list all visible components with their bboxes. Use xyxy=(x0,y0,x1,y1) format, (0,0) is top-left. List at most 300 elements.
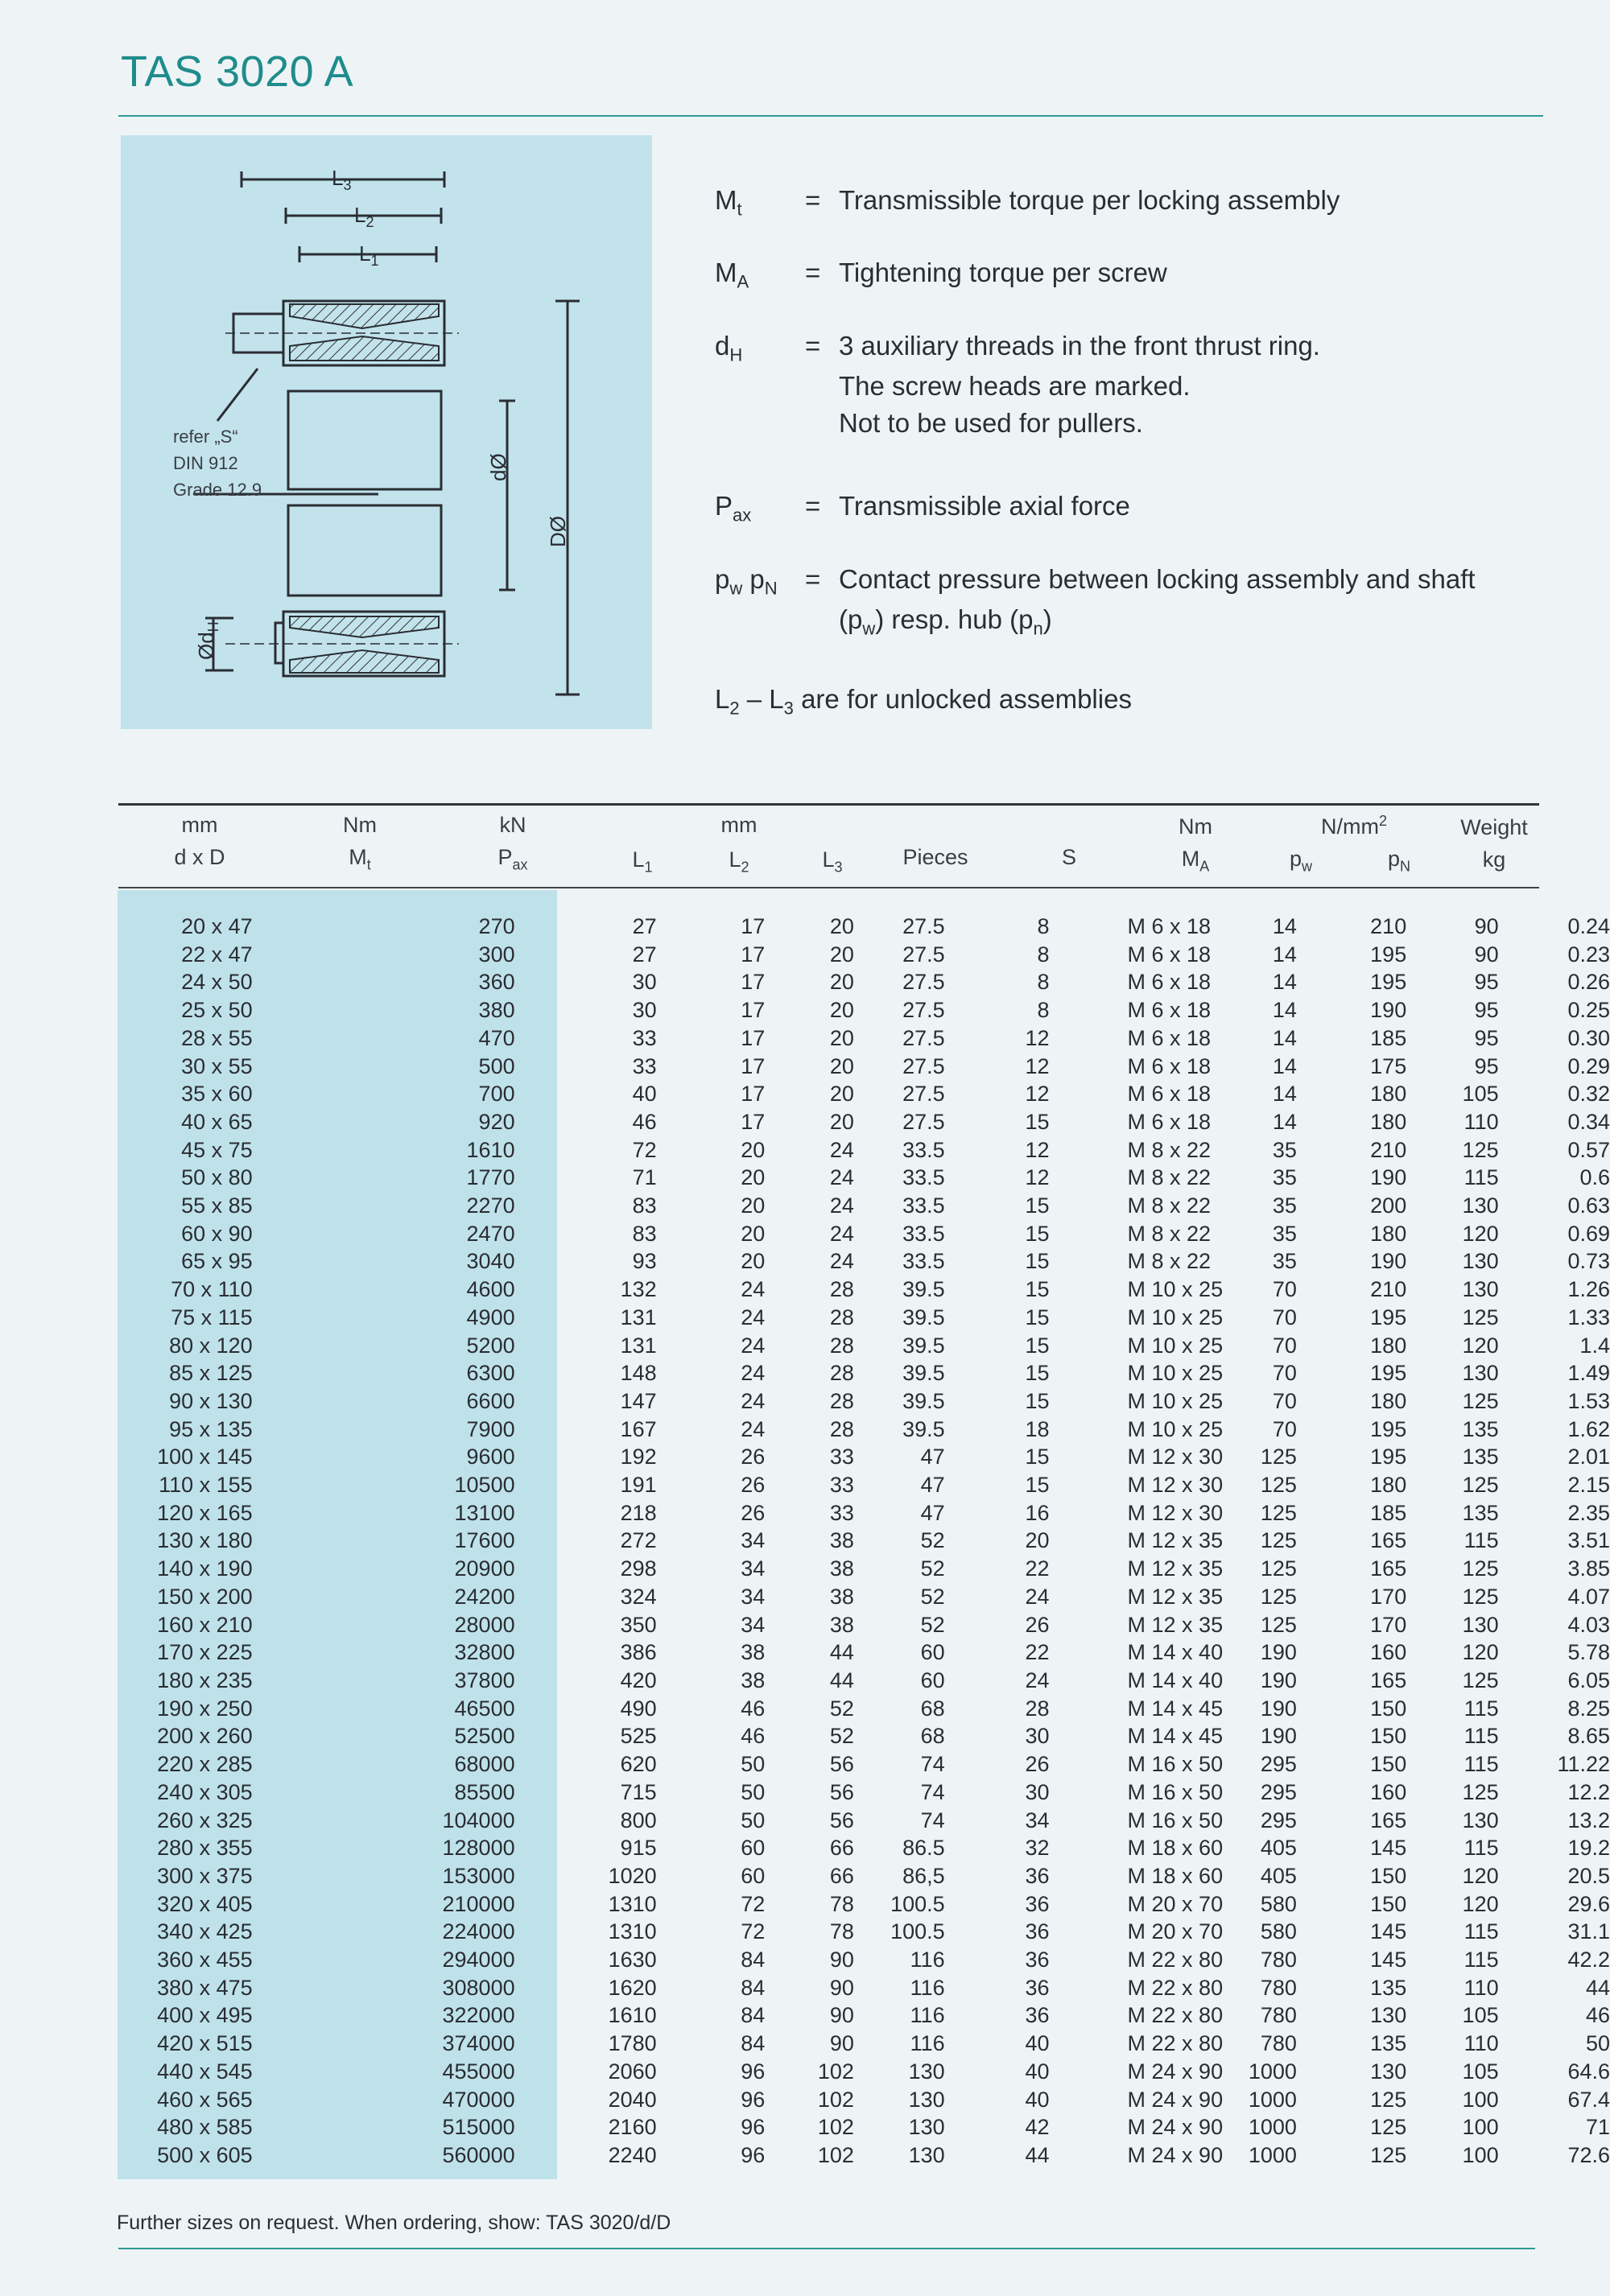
table-cell: 294000 xyxy=(442,1948,515,1972)
table-cell: 135 xyxy=(1462,1445,1499,1470)
table-row xyxy=(121,1834,1610,1862)
table-cell: 150 xyxy=(1370,1863,1407,1888)
table-cell: 70 xyxy=(1272,1361,1297,1386)
header-unit-dxD: mm xyxy=(181,813,218,837)
table-cell: 380 xyxy=(478,998,515,1023)
table-cell: 116 xyxy=(910,2003,945,2028)
table-cell: 120 xyxy=(1462,1333,1499,1358)
table-cell: 95 xyxy=(1474,970,1499,995)
table-row xyxy=(121,1667,1610,1695)
table-cell: M 24 x 90 xyxy=(1127,2087,1224,2112)
table-cell: M 16 x 50 xyxy=(1127,1752,1224,1777)
table-cell: M 22 x 80 xyxy=(1127,1975,1224,2000)
table-cell: 170 xyxy=(1370,1584,1407,1609)
table-cell: 295 xyxy=(1260,1808,1297,1832)
table-cell: 125 xyxy=(1370,2142,1407,2167)
table-cell: 17 xyxy=(741,1082,766,1107)
table-cell: 20.5 xyxy=(1567,1863,1610,1888)
table-cell: 24 xyxy=(741,1416,766,1441)
table-cell: 130 xyxy=(1462,1277,1499,1302)
table-cell: 40 xyxy=(632,1082,657,1107)
table-cell: 115 xyxy=(1463,1724,1499,1749)
table-cell: 47 xyxy=(920,1445,945,1470)
table-cell: 20900 xyxy=(454,1556,515,1581)
table-cell: 4600 xyxy=(466,1277,515,1302)
table-cell: 95 x 135 xyxy=(169,1416,253,1441)
table-cell: 260 x 325 xyxy=(157,1808,253,1832)
table-cell: 22 x 47 xyxy=(181,942,253,967)
table-cell: 160 xyxy=(1370,1779,1407,1804)
table-cell: 83 xyxy=(632,1221,657,1246)
table-cell: 17 xyxy=(741,914,766,938)
table-cell: 125 xyxy=(1462,1473,1499,1498)
table-cell: 20 xyxy=(829,1025,854,1050)
table-cell: 1.62 xyxy=(1567,1416,1610,1441)
table-cell: 15 xyxy=(1025,1361,1050,1386)
table-cell: 8 xyxy=(1037,914,1050,938)
table-cell: 70 x 110 xyxy=(171,1277,253,1302)
ref-note-line: DIN 912 xyxy=(173,453,238,473)
table-cell: M 6 x 18 xyxy=(1127,1082,1212,1107)
table-cell: 20 xyxy=(829,970,854,995)
table-row xyxy=(121,1359,1610,1387)
table-cell: 190 xyxy=(1370,998,1407,1023)
table-cell: M 10 x 25 xyxy=(1127,1388,1224,1413)
table-cell: 360 x 455 xyxy=(157,1948,253,1972)
table-cell: 71 xyxy=(1585,2115,1610,2140)
table-cell: 15 xyxy=(1025,1221,1050,1246)
table-cell: 1000 xyxy=(1248,2115,1297,2140)
table-cell: 20 xyxy=(741,1221,766,1246)
table-row xyxy=(121,1220,1610,1248)
table-cell: 195 xyxy=(1370,1305,1407,1329)
table-cell: 1000 xyxy=(1248,2142,1297,2167)
table-row xyxy=(121,2030,1610,2058)
table-cell: 455000 xyxy=(442,2059,515,2084)
table-cell: 28 xyxy=(829,1333,854,1358)
legend-symbol: $P_{ax}$ xyxy=(715,491,752,526)
table-cell: 96 xyxy=(741,2059,766,2084)
table-cell: M 6 x 18 xyxy=(1127,914,1212,938)
header-s: S xyxy=(1061,845,1077,869)
table-cell: 85 x 125 xyxy=(169,1361,253,1386)
table-cell: M 10 x 25 xyxy=(1127,1416,1224,1441)
table-cell: M 6 x 18 xyxy=(1127,1109,1212,1134)
table-cell: 35 xyxy=(1272,1193,1297,1218)
table-cell: 131 xyxy=(620,1305,657,1329)
table-row xyxy=(121,2086,1610,2114)
table-cell: 130 xyxy=(1462,1361,1499,1386)
table-row xyxy=(121,996,1610,1024)
table-cell: 30 xyxy=(1025,1779,1050,1804)
table-cell: 145 xyxy=(1370,1919,1407,1944)
table-cell: 90 xyxy=(829,1948,854,1972)
table-cell: 12.2 xyxy=(1567,1779,1610,1804)
table-cell: 125 xyxy=(1260,1612,1297,1637)
table-row xyxy=(121,2141,1610,2170)
table-cell: 15 xyxy=(1025,1193,1050,1218)
table-cell: 0.34 xyxy=(1567,1109,1610,1134)
dim-label-l3: $L_3$ xyxy=(332,166,352,193)
table-cell: 195 xyxy=(1370,1445,1407,1470)
table-cell: 33.5 xyxy=(902,1137,945,1162)
table-cell: 6600 xyxy=(466,1388,515,1413)
table-cell: 15 xyxy=(1025,1388,1050,1413)
table-cell: 270 xyxy=(478,914,515,938)
table-row xyxy=(121,1807,1610,1835)
table-cell: 175 xyxy=(1370,1053,1407,1078)
table-cell: 33.5 xyxy=(902,1165,945,1190)
table-cell: 148 xyxy=(620,1361,657,1386)
table-cell: M 10 x 25 xyxy=(1127,1277,1224,1302)
table-cell: M 12 x 35 xyxy=(1127,1612,1224,1637)
table-cell: 0.63 xyxy=(1567,1193,1610,1218)
table-cell: M 10 x 25 xyxy=(1127,1305,1224,1329)
table-cell: 210000 xyxy=(442,1891,515,1916)
table-cell: 30 x 55 xyxy=(181,1053,253,1078)
table-cell: 10500 xyxy=(454,1473,515,1498)
table-cell: 170 xyxy=(1370,1612,1407,1637)
table-cell: 800 xyxy=(620,1808,657,1832)
table-cell: 170 x 225 xyxy=(157,1640,253,1665)
table-cell: 36 xyxy=(1025,1948,1050,1972)
table-cell: 2270 xyxy=(466,1193,515,1218)
table-cell: 115 xyxy=(1463,1919,1499,1944)
table-cell: 34 xyxy=(741,1556,766,1581)
table-cell: 120 x 165 xyxy=(157,1500,253,1525)
table-cell: 115 xyxy=(1463,1528,1499,1553)
table-row xyxy=(121,1387,1610,1416)
table-cell: 180 x 235 xyxy=(157,1667,253,1692)
table-cell: 17 xyxy=(741,970,766,995)
table-cell: 180 xyxy=(1370,1388,1407,1413)
legend-symbol: $d_H$ xyxy=(715,331,743,365)
table-cell: 36 xyxy=(1025,1975,1050,2000)
table-cell: 185 xyxy=(1370,1500,1407,1525)
table-cell: 95 xyxy=(1474,1025,1499,1050)
table-cell: 42 xyxy=(1025,2115,1050,2140)
table-cell: 12 xyxy=(1025,1053,1050,1078)
table-cell: 460 x 565 xyxy=(157,2087,253,2112)
table-cell: 38 xyxy=(829,1556,854,1581)
table-row xyxy=(121,1779,1610,1807)
table-cell: 28 xyxy=(1025,1696,1050,1721)
header-unit-ma: Nm xyxy=(1179,814,1212,839)
table-cell: 14 xyxy=(1272,914,1297,938)
table-cell: 52 xyxy=(920,1612,945,1637)
table-cell: 920 xyxy=(478,1109,515,1134)
table-cell: 68 xyxy=(920,1696,945,1721)
table-cell: 46 xyxy=(741,1696,766,1721)
table-cell: 191 xyxy=(620,1473,657,1498)
table-cell: 115 xyxy=(1463,1836,1499,1861)
table-row xyxy=(121,1471,1610,1499)
table-cell: 780 xyxy=(1260,2003,1297,2028)
table-cell: 190 xyxy=(1260,1696,1297,1721)
table-cell: M 24 x 90 xyxy=(1127,2059,1224,2084)
table-row xyxy=(121,941,1610,969)
table-cell: 15 xyxy=(1025,1473,1050,1498)
table-cell: 74 xyxy=(920,1779,945,1804)
table-cell: 0.69 xyxy=(1567,1221,1610,1246)
table-cell: 125 xyxy=(1260,1528,1297,1553)
table-cell: 72 xyxy=(741,1919,766,1944)
table-cell: 84 xyxy=(741,1948,766,1972)
table-cell: 102 xyxy=(817,2059,854,2084)
table-cell: 0.57 xyxy=(1567,1137,1610,1162)
table-cell: 39.5 xyxy=(902,1333,945,1358)
table-cell: 19.2 xyxy=(1567,1836,1610,1861)
table-cell: M 14 x 40 xyxy=(1127,1667,1224,1692)
table-cell: 560000 xyxy=(442,2142,515,2167)
table-cell: 120 xyxy=(1462,1640,1499,1665)
table-cell: 20 xyxy=(829,942,854,967)
table-cell: 84 xyxy=(741,2003,766,2028)
header-dxD: d x D xyxy=(174,845,225,869)
table-cell: 190 xyxy=(1370,1165,1407,1190)
legend-equals: = xyxy=(805,258,821,287)
table-cell: 44 xyxy=(1585,1975,1610,2000)
header-l3: $L_3$ xyxy=(822,847,843,876)
table-cell: 34 xyxy=(1025,1808,1050,1832)
table-cell: M 14 x 45 xyxy=(1127,1724,1224,1749)
table-cell: 71 xyxy=(632,1165,657,1190)
table-cell: 130 xyxy=(1370,2003,1407,2028)
table-cell: 115 xyxy=(1463,1696,1499,1721)
table-cell: 120 xyxy=(1462,1221,1499,1246)
table-cell: 420 xyxy=(620,1667,657,1692)
table-cell: 360 xyxy=(478,970,515,995)
table-cell: 0.23 xyxy=(1567,942,1610,967)
table-cell: 46 xyxy=(632,1109,657,1134)
header-unit-l: mm xyxy=(720,813,758,837)
table-cell: 125 xyxy=(1462,1779,1499,1804)
table-cell: 12 xyxy=(1025,1165,1050,1190)
table-cell: 120 xyxy=(1462,1891,1499,1916)
table-cell: M 14 x 45 xyxy=(1127,1696,1224,1721)
table-cell: 47 xyxy=(920,1473,945,1498)
table-cell: 4900 xyxy=(466,1305,515,1329)
table-cell: 30 xyxy=(1025,1724,1050,1749)
technical-drawing xyxy=(121,135,652,729)
table-cell: 2040 xyxy=(608,2087,657,2112)
table-cell: 35 x 60 xyxy=(181,1082,253,1107)
table-cell: M 8 x 22 xyxy=(1127,1221,1212,1246)
table-cell: M 22 x 80 xyxy=(1127,1948,1224,1972)
table-row xyxy=(121,1024,1610,1053)
table-cell: 26 xyxy=(1025,1752,1050,1777)
table-cell: 0.30 xyxy=(1567,1025,1610,1050)
table-cell: M 20 x 70 xyxy=(1127,1891,1224,1916)
table-cell: 28 xyxy=(829,1277,854,1302)
table-cell: 15 xyxy=(1025,1305,1050,1329)
table-cell: 7900 xyxy=(466,1416,515,1441)
table-cell: M 22 x 80 xyxy=(1127,2031,1224,2056)
table-cell: 38 xyxy=(829,1584,854,1609)
header-l1: $L_1$ xyxy=(632,847,653,876)
table-row xyxy=(121,1192,1610,1220)
header-pax: $P_{ax}$ xyxy=(497,845,528,873)
table-row xyxy=(121,1443,1610,1471)
table-cell: 780 xyxy=(1260,1948,1297,1972)
table-cell: 14 xyxy=(1272,942,1297,967)
table-cell: M 14 x 40 xyxy=(1127,1640,1224,1665)
table-cell: 66 xyxy=(829,1863,854,1888)
table-cell: 1.49 xyxy=(1567,1361,1610,1386)
table-cell: 64.6 xyxy=(1567,2059,1610,2084)
table-cell: 52 xyxy=(920,1556,945,1581)
table-cell: 2.35 xyxy=(1567,1500,1610,1525)
table-cell: 165 xyxy=(1370,1808,1407,1832)
table-cell: 15 xyxy=(1025,1109,1050,1134)
table-cell: 27.5 xyxy=(902,1053,945,1078)
table-cell: 50 xyxy=(741,1779,766,1804)
table-cell: 150 xyxy=(1370,1891,1407,1916)
table-cell: 8 xyxy=(1037,970,1050,995)
table-cell: 24 xyxy=(741,1388,766,1413)
table-cell: 130 xyxy=(908,2115,945,2140)
legend-description: Transmissible torque per locking assembly xyxy=(839,185,1340,215)
table-row xyxy=(121,1695,1610,1723)
table-cell: M 24 x 90 xyxy=(1127,2115,1224,2140)
table-cell: 100 x 145 xyxy=(157,1445,253,1470)
bottom-divider xyxy=(118,2248,1535,2249)
table-cell: M 10 x 25 xyxy=(1127,1361,1224,1386)
dim-label-d: dØ xyxy=(486,453,510,481)
table-cell: 36 xyxy=(1025,1891,1050,1916)
table-row xyxy=(121,1722,1610,1750)
table-cell: 115 xyxy=(1463,1948,1499,1972)
table-cell: 24 xyxy=(829,1249,854,1274)
table-cell: 115 xyxy=(1463,1165,1499,1190)
table-cell: 700 xyxy=(478,1082,515,1107)
table-cell: 130 xyxy=(1462,1808,1499,1832)
table-cell: M 10 x 25 xyxy=(1127,1333,1224,1358)
table-row xyxy=(121,1080,1610,1108)
table-cell: 20 x 47 xyxy=(181,914,253,938)
table-row xyxy=(121,1974,1610,2002)
table-cell: 24 xyxy=(1025,1667,1050,1692)
table-cell: 25 x 50 xyxy=(181,998,253,1023)
table-cell: 66 xyxy=(829,1836,854,1861)
table-cell: 60 x 90 xyxy=(181,1221,253,1246)
table-cell: M 8 x 22 xyxy=(1127,1165,1212,1190)
table-cell: 47 xyxy=(920,1500,945,1525)
table-cell: 715 xyxy=(620,1779,657,1804)
table-cell: 147 xyxy=(620,1388,657,1413)
table-cell: 102 xyxy=(817,2087,854,2112)
ref-note-line: Grade 12.9 xyxy=(173,480,262,500)
table-cell: 14 xyxy=(1272,1053,1297,1078)
table-row xyxy=(121,1304,1610,1332)
table-cell: 1610 xyxy=(608,2003,657,2028)
table-cell: 65 x 95 xyxy=(181,1249,253,1274)
table-cell: 34 xyxy=(741,1584,766,1609)
table-cell: 150 xyxy=(1370,1752,1407,1777)
table-cell: 405 xyxy=(1260,1863,1297,1888)
table-cell: M 16 x 50 xyxy=(1127,1779,1224,1804)
table-cell: 93 xyxy=(632,1249,657,1274)
table-cell: 1.4 xyxy=(1579,1333,1610,1358)
table-row xyxy=(121,1890,1610,1919)
table-cell: 83 xyxy=(632,1193,657,1218)
table-cell: M 6 x 18 xyxy=(1127,1025,1212,1050)
table-cell: 70 xyxy=(1272,1305,1297,1329)
table-cell: 324 xyxy=(620,1584,657,1609)
table-cell: 28 xyxy=(829,1305,854,1329)
table-cell: 38 xyxy=(829,1528,854,1553)
table-cell: 150 x 200 xyxy=(157,1584,253,1609)
table-cell: 110 xyxy=(1463,1109,1499,1134)
table-cell: 70 xyxy=(1272,1388,1297,1413)
table-cell: 3.51 xyxy=(1567,1528,1610,1553)
table-cell: 135 xyxy=(1462,1416,1499,1441)
header-pieces: Pieces xyxy=(902,845,968,869)
table-cell: 580 xyxy=(1260,1919,1297,1944)
table-cell: 135 xyxy=(1370,2031,1407,2056)
table-cell: 320 x 405 xyxy=(157,1891,253,1916)
table-cell: 38 xyxy=(741,1640,766,1665)
table-cell: 46500 xyxy=(454,1696,515,1721)
table-cell: 24 xyxy=(741,1277,766,1302)
table-cell: 52 xyxy=(920,1528,945,1553)
table-cell: 37800 xyxy=(454,1667,515,1692)
table-cell: 90 xyxy=(1474,942,1499,967)
table-cell: 210 xyxy=(1370,914,1407,938)
table-cell: 125 xyxy=(1462,1305,1499,1329)
table-cell: 480 x 585 xyxy=(157,2115,253,2140)
table-cell: 90 xyxy=(829,1975,854,2000)
table-cell: 33.5 xyxy=(902,1193,945,1218)
table-cell: 1610 xyxy=(466,1137,515,1162)
table-cell: 322000 xyxy=(442,2003,515,2028)
table-cell: 420 x 515 xyxy=(157,2031,253,2056)
table-cell: 295 xyxy=(1260,1752,1297,1777)
table-cell: 132 xyxy=(620,1277,657,1302)
table-cell: 12 xyxy=(1025,1082,1050,1107)
table-cell: 195 xyxy=(1370,1361,1407,1386)
table-cell: 5200 xyxy=(466,1333,515,1358)
table-cell: 33 xyxy=(829,1445,854,1470)
table-cell: 110 xyxy=(1463,2031,1499,2056)
table-cell: 28000 xyxy=(454,1612,515,1637)
table-cell: 15 xyxy=(1025,1277,1050,1302)
table-cell: 27.5 xyxy=(902,1109,945,1134)
table-cell: M 6 x 18 xyxy=(1127,998,1212,1023)
table-cell: 40 xyxy=(1025,2059,1050,2084)
table-cell: 33 xyxy=(829,1500,854,1525)
table-cell: 0.24 xyxy=(1567,914,1610,938)
table-cell: 32 xyxy=(1025,1836,1050,1861)
table-cell: 16 xyxy=(1025,1500,1050,1525)
table-cell: 28 xyxy=(829,1388,854,1413)
table-cell: 96 xyxy=(741,2115,766,2140)
table-cell: 86.5 xyxy=(902,1836,945,1861)
table-cell: 190 xyxy=(1260,1640,1297,1665)
table-cell: 84 xyxy=(741,1975,766,2000)
table-cell: 4.03 xyxy=(1567,1612,1610,1637)
table-cell: 1.26 xyxy=(1567,1277,1610,1302)
table-cell: 18 xyxy=(1025,1416,1050,1441)
table-cell: 78 xyxy=(829,1891,854,1916)
table-cell: 210 xyxy=(1370,1137,1407,1162)
table-cell: 11.22 xyxy=(1557,1752,1610,1777)
table-cell: 86,5 xyxy=(902,1863,945,1888)
table-cell: 20 xyxy=(741,1193,766,1218)
table-cell: 24 xyxy=(829,1137,854,1162)
table-cell: 1.53 xyxy=(1567,1388,1610,1413)
table-cell: 70 xyxy=(1272,1333,1297,1358)
